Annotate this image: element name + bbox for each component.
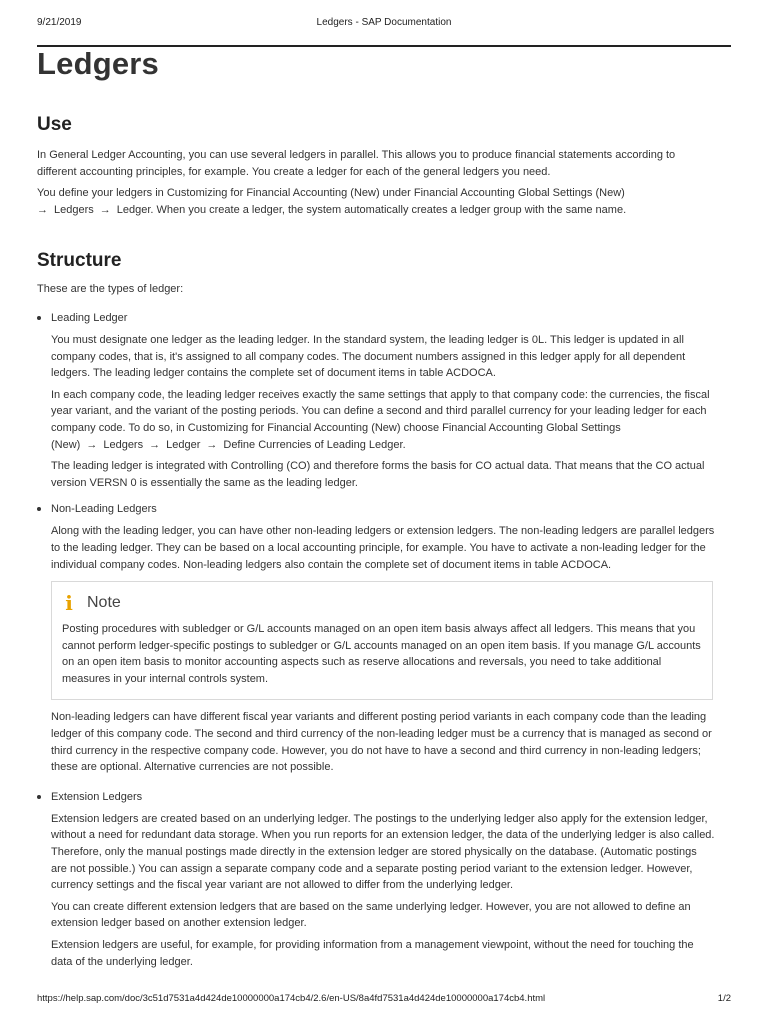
extension-paragraph-2: You can create different extension ledgers that are based on the same underlying ledger. However, you are not allowed to define an extension ledger based on another extension ledger. (51, 900, 691, 930)
menu-arrow-icon: → (206, 438, 218, 451)
menu-arrow-icon: → (99, 203, 111, 216)
menu-arrow-icon: → (86, 438, 98, 451)
list-item-leading-ledger (37, 310, 715, 491)
bullet-icon (37, 316, 41, 320)
ledger-group-link[interactable]: ledger group (459, 203, 522, 216)
list-item-non-leading-ledgers (37, 501, 715, 776)
menu-path-financial-accounting: Financial Accounting (New) (267, 421, 401, 434)
use-paragraph-1: In General Ledger Accounting, you can use several ledgers in parallel. This allows you to produce financial statements according to different accounting principles, for example. You create a ledger for each of the general ledgers you need. (37, 149, 676, 178)
non-leading-paragraph-1: Along with the leading ledger, you can have other non-leading ledgers or extension ledgers. The non-leading ledgers are parallel ledgers to the leading ledger. They can be based on a local accounting principle, for example. You have to activate a non-leading ledger for the individual company codes. Non-leading ledgers also contain the complete set of document items in table ACDOCA. (51, 525, 715, 571)
text: You define your ledgers in Customizing for (37, 187, 247, 200)
list-item-extension-ledgers (37, 789, 715, 970)
text: . (402, 438, 406, 451)
document-content (37, 44, 715, 970)
note-title: Note (87, 594, 121, 612)
non-leading-ledgers-title: Non-Leading Ledgers (51, 503, 157, 516)
menu-path-ledger: Ledger (166, 438, 201, 451)
menu-arrow-icon: → (37, 203, 48, 216)
text: under (379, 187, 414, 200)
extension-ledgers-body (51, 811, 715, 970)
structure-heading: Structure (37, 250, 122, 272)
menu-path-financial-accounting: Financial Accounting (New) (246, 187, 380, 200)
leading-ledger-title: Leading Ledger (51, 311, 128, 324)
use-paragraph-2 (37, 185, 715, 218)
extension-paragraph-1: Extension ledgers are created based on an underlying ledger. The postings to the underlying ledger also apply for the extension ledger, without a need for redundant data storage. When you run reports for an extension ledger, the data of the underlying ledger is also called. Therefore, only the manual postings made directly in the extension ledger are stored physically on the database. (Automatic postings are not possible.) You can assign a separate company code and a separate posting period variant to the extension ledger. However, currency settings and the fiscal year variant are not allowed to differ from the underlying ledger. (51, 812, 715, 892)
menu-path-ledger: Ledger (116, 203, 151, 216)
print-url: https://help.sap.com/doc/3c51d7531a4d424de10000000a174cb4/2.6/en-US/8a4fd7531a4d424de10000000a174cb4.html (37, 993, 546, 1004)
print-date: 9/21/2019 (37, 17, 82, 28)
non-leading-paragraph-2: Non-leading ledgers can have different fiscal year variants and different posting period variants in each company code than the leading ledger of this company code. The second and third currency of the non-leading ledger must be a currency that is managed as second or third currency in the respective company code. However, you do not have to have a second and third currency in non-leading ledgers; these are optional. Alternative currencies are not possible. (51, 711, 712, 774)
note-box (51, 581, 713, 700)
structure-intro: These are the types of ledger: (37, 283, 184, 296)
text: . When you create a ledger, the system automatically creates a (150, 203, 460, 216)
extension-paragraph-3: Extension ledgers are useful, for example, for providing information from a management viewpoint, without the need for touching the data of the underlying ledger. (51, 939, 694, 968)
page-number: 1/2 (717, 993, 731, 1004)
non-leading-ledgers-body (51, 523, 715, 776)
menu-path-global-settings: Financial Accounting Global Settings (New) (413, 187, 625, 200)
leading-ledger-paragraph-2 (51, 387, 715, 453)
text: with the same name. (521, 203, 627, 216)
leading-ledger-paragraph-1: You must designate one ledger as the leading ledger. In the standard system, the leading ledger is 0L. This ledger is updated in all company codes, that is, it's assigned to all company codes. The document numbers assigned in this ledger apply for all dependent ledgers. The leading ledger contains the complete set of document items in table ACDOCA. (51, 333, 686, 380)
text: choose (400, 421, 443, 434)
text: In each company code, the leading ledger receives exactly the same settings that apply to that company code: the currencies, the fiscal year variant, and the variant of the posting periods. You can define a second and third parallel currency for your leading ledger for each company code. To do so, in Customizing for (51, 388, 710, 434)
note-header (62, 592, 702, 614)
ledger-types-list (37, 310, 715, 970)
extension-ledgers-title: Extension Ledgers (51, 790, 143, 803)
print-header (37, 17, 731, 31)
menu-path-ledgers: Ledgers (54, 203, 94, 216)
note-body: Posting procedures with subledger or G/L accounts managed on an open item basis always affect all ledgers. This means that you cannot perform ledger-specific postings to subledger or G/L accounts managed on an open item basis. If you manage G/L accounts on an open item basis to monitor accounting aspects such as reserve allocations and reversals, you need to take additional measures in your internal controls system. (62, 623, 701, 685)
menu-path-define-currencies: Define Currencies of Leading Ledger (223, 438, 403, 451)
leading-ledger-paragraph-3: The leading ledger is integrated with Controlling (CO) and therefore forms the basis for CO actual data. That means that the CO actual version VERSN 0 is essentially the same as the leading ledger. (51, 460, 705, 489)
menu-arrow-icon: → (149, 438, 161, 451)
bullet-icon (37, 795, 41, 799)
menu-path-global-settings: Financial Accounting Global Settings (New) (51, 421, 621, 451)
leading-ledger-body (51, 332, 715, 491)
info-icon: i (65, 591, 73, 616)
bullet-icon (37, 507, 41, 511)
print-title: Ledgers - SAP Documentation (316, 17, 452, 28)
menu-path-ledgers: Ledgers (103, 438, 144, 451)
page-title: Ledgers (37, 46, 159, 81)
use-heading: Use (37, 114, 72, 135)
